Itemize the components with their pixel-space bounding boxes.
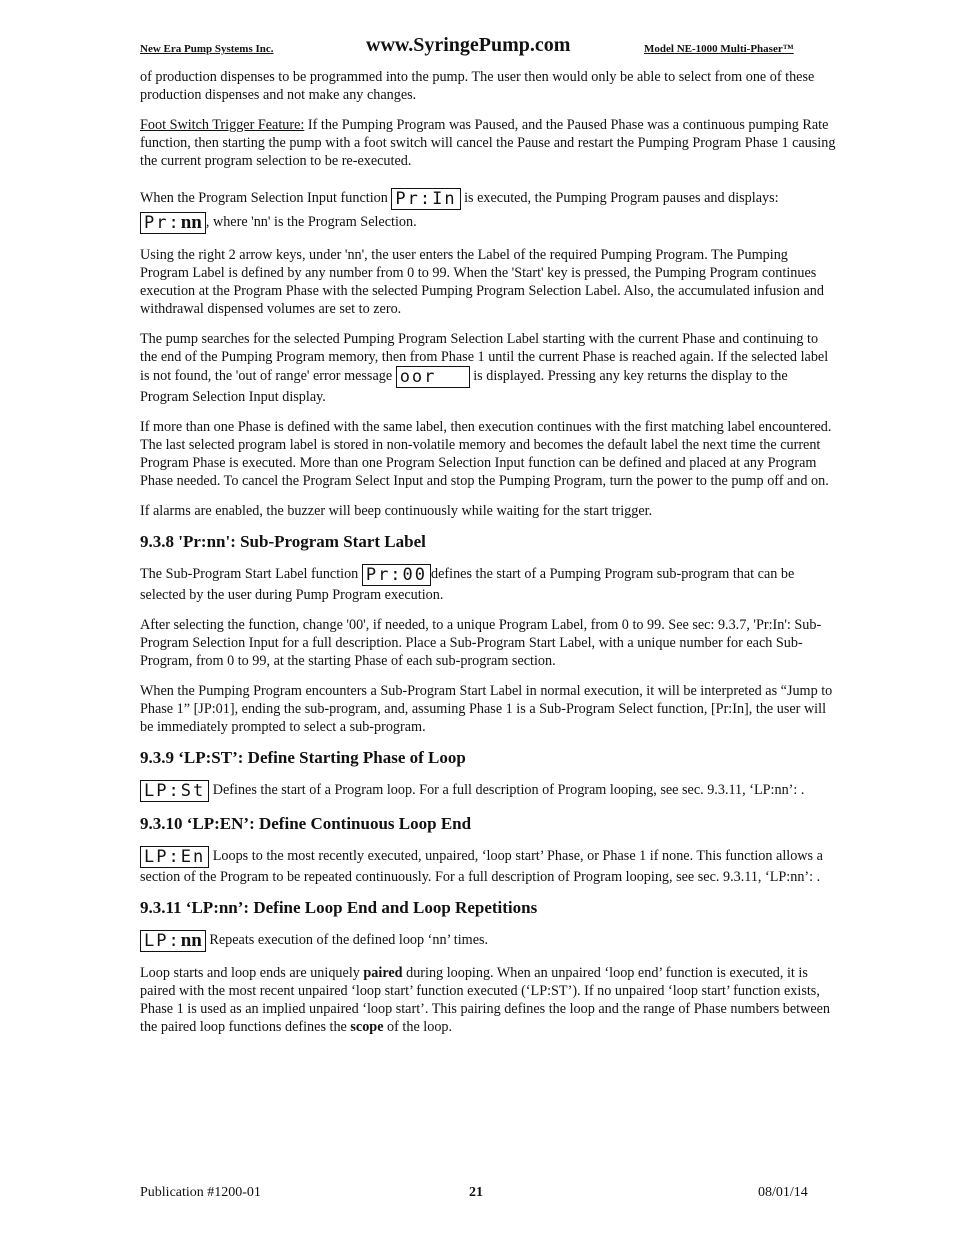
paragraph-text: When the Program Selection Input function [140,190,392,206]
footer-publication: Publication #1200-01 [140,1185,261,1200]
section-heading-939: 9.3.9 ‘LP:ST’: Define Starting Phase of Loop [140,748,466,767]
paragraph-sub-program [140,564,836,604]
section-heading-9311: 9.3.11 ‘LP:nn’: Define Loop End and Loop Repetitions [140,898,538,917]
paragraph: If more than one Phase is defined with the same label, then execution continues with the first matching label encountered. The last selected program label is stored in non-volatile memory and becomes the default label the next time the current Program Phase is executed. More than one Program Selection Input function can be defined and placed at any Program Phase needed. To cancel the Program Select Input and stop the Pumping Program, turn the power to the pump off and on. [140,419,832,489]
feature-label: Foot Switch Trigger Feature: [140,117,305,133]
paragraph-pairing [140,964,836,1036]
paragraph-text: Defines the start of a Program loop. For a full description of Program looping, see sec. 9.3.11, ‘LP:nn’: . [209,782,805,798]
paragraph-text: is executed, the Pumping Program pauses and displays: [464,190,779,206]
lcd-display-lpen: LP:En [140,846,209,868]
paragraph-text: , where 'nn' is the Program Selection. [205,214,417,230]
paragraph-text: is displayed. Pressing any key returns the display to the Program Selection Input display. [140,368,788,405]
paragraph-text: Repeats execution of the defined loop ‘nn’ times. [205,932,489,948]
header-company: New Era Pump Systems Inc. [140,43,274,55]
lcd-display-lpnn [140,930,206,952]
paragraph-text: The pump searches for the selected Pumping Program Selection Label starting with the current Phase and continuing to the end of the Pumping Program memory, then from Phase 1 until the current Phase is reached again. If the selected label is not found, the 'out of range' error message [140,331,829,384]
paragraph-lpen [140,846,836,886]
paragraph-text: defines the start of a Pumping Program sub-program that can be selected by the user during Pump Program execution. [140,566,795,603]
footer-page-number: 21 [469,1185,483,1200]
paragraph-text: during looping. When an unpaired ‘loop end’ function is executed, it is paired with the most recent unpaired ‘loop start’ function executed (‘LP:ST’). If no unpaired ‘loop start’ function exists, Phase 1 is used as an implied unpaired ‘loop start’. This pairing defines the loop and the range of Phase numbers between the paired loop functions defines the [140,965,831,1035]
lcd-display-pr00: Pr:00 [362,564,431,586]
header-model: Model NE-1000 Multi-Phaser™ [644,43,794,55]
bold-term: paired [363,965,403,981]
paragraph-text: The Sub-Program Start Label function [140,566,362,582]
paragraph-lpnn [140,930,836,952]
paragraph-text: Loops to the most recently executed, unpaired, ‘loop start’ Phase, or Phase 1 if none. This function allows a section of the Program to be repeated continuously. For a full description of Program looping, see sec. 9.3.11, ‘LP:nn’: . [140,848,823,885]
paragraph: After selecting the function, change '00', if needed, to a unique Program Label, from 0 to 99. See sec: 9.3.7, 'Pr:In': Sub-Program Selection Input for a full description. Place a Sub-Program Start Label, with a unique number for each Sub-Program, from 0 to 99, at the starting Phase of each sub-program section. [140,617,822,669]
paragraph-text: If the Pumping Program was Paused, and the Paused Phase was a continuous pumping Rate function, then starting the pump with a foot switch will cancel the Pause and restart the Pumping Program Phase 1 causing the current program selection to be re-executed. [140,117,836,169]
paragraph-foot-switch [140,116,836,170]
paragraph-search [140,330,836,406]
paragraph: If alarms are enabled, the buzzer will beep continuously while waiting for the start trigger. [140,503,653,519]
lcd-display-lpst: LP:St [140,780,209,802]
paragraph-program-selection [140,186,836,234]
section-heading-938: 9.3.8 'Pr:nn': Sub-Program Start Label [140,532,426,551]
lcd-suffix: nn [180,212,202,233]
lcd-display-prnn [140,212,206,234]
lcd-prefix: LP: [144,931,181,951]
paragraph: of production dispenses to be programmed into the pump. The user then would only be able to select from one of these production dispenses and not make any changes. [140,69,815,103]
lcd-suffix: nn [180,930,202,951]
page-content [140,68,836,1048]
paragraph: When the Pumping Program encounters a Sub-Program Start Label in normal execution, it will be interpreted as “Jump to Phase 1” [JP:01], ending the sub-program, and, assuming Phase 1 is a Sub-Program Select function, [Pr:In], the user will be immediately prompted to select a sub-program. [140,683,833,735]
bold-term: scope [350,1019,384,1035]
footer-date: 08/01/14 [758,1185,808,1200]
section-heading-9310: 9.3.10 ‘LP:EN’: Define Continuous Loop End [140,814,472,833]
header-website: www.SyringePump.com [366,34,571,56]
paragraph-lpst [140,780,836,802]
lcd-prefix: Pr: [144,213,181,233]
paragraph-text: Loop starts and loop ends are uniquely [140,965,364,981]
lcd-display-oor: oor [396,366,470,388]
paragraph-text: of the loop. [383,1019,453,1035]
paragraph: Using the right 2 arrow keys, under 'nn', the user enters the Label of the required Pumping Program. The Pumping Program Label is defined by any number from 0 to 99. When the 'Start' key is pressed, the Pumping Program continues execution at the Program Phase with the selected Pumping Program Selection Label. Also, the accumulated infusion and withdrawal dispensed volumes are set to zero. [140,247,824,317]
lcd-display-prin: Pr:In [391,188,460,210]
